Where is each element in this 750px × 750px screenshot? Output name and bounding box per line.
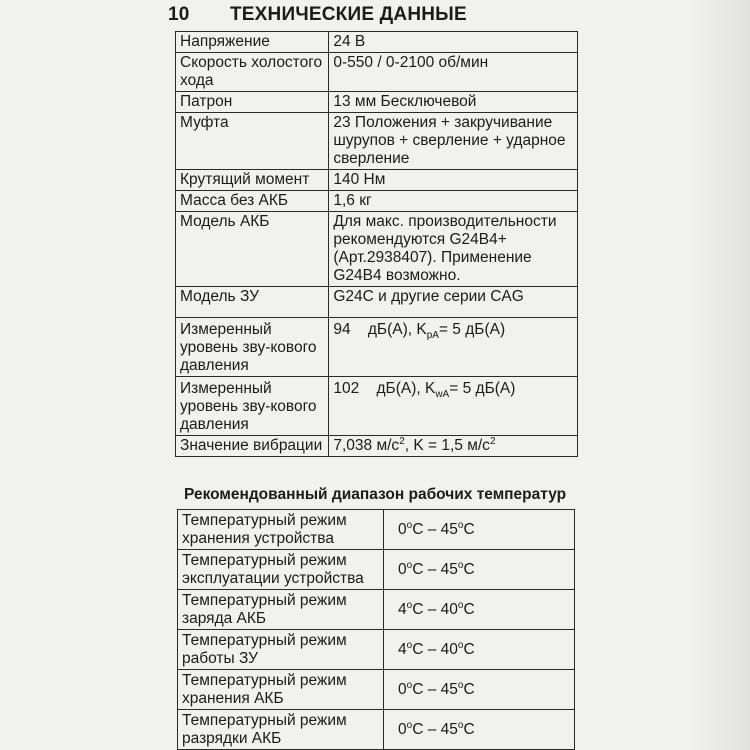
degree-unit: C	[463, 681, 475, 698]
temp-low: 0	[398, 681, 407, 698]
spec-value: 23 Положения + закручивание шурупов + сверление + ударное сверление	[329, 113, 578, 170]
degree-mark: o	[457, 639, 464, 651]
table-row	[178, 710, 575, 750]
table-row	[176, 92, 578, 113]
spec-table	[175, 31, 578, 457]
temp-key: Температурный режим хранения АКБ	[178, 670, 384, 710]
spec-value: 13 мм Бесключевой	[329, 92, 578, 113]
degree-mark: o	[406, 559, 413, 571]
superscript: 2	[489, 435, 496, 447]
spec-key: Напряжение	[176, 32, 329, 53]
spec-value: Для макс. производительности рекомендуются G24B4+ (Арт.2938407). Применение G24B4 возможно.	[329, 212, 578, 287]
degree-unit: C	[412, 641, 424, 658]
degree-mark: o	[457, 679, 464, 691]
spec-value-number: 94	[333, 321, 351, 338]
spec-value-subscript: pA	[426, 330, 439, 342]
range-sep: –	[423, 601, 441, 618]
table-row	[176, 113, 578, 170]
degree-mark: o	[457, 519, 464, 531]
spec-value-rest: = 5 дБ(А)	[449, 380, 516, 397]
spec-value: G24C и другие серии CAG	[329, 287, 578, 318]
degree-mark: o	[457, 559, 464, 571]
spec-value-a: 7,038 м/с	[333, 437, 400, 454]
range-sep: –	[423, 521, 441, 538]
section-heading	[168, 4, 467, 26]
range-sep: –	[423, 681, 441, 698]
table-row	[176, 191, 578, 212]
degree-mark: o	[406, 719, 413, 731]
spec-key: Скорость холостого хода	[176, 53, 329, 92]
temp-range	[384, 630, 575, 670]
temp-range	[384, 670, 575, 710]
spec-key: Модель ЗУ	[176, 287, 329, 318]
spec-value-number: 102	[333, 380, 360, 397]
temp-high: 45	[440, 721, 458, 738]
spec-value: 140 Нм	[329, 170, 578, 191]
degree-mark: o	[406, 639, 413, 651]
spec-value	[329, 377, 578, 436]
spec-value: 1,6 кг	[329, 191, 578, 212]
temp-key: Температурный режим работы ЗУ	[178, 630, 384, 670]
table-row	[176, 318, 578, 377]
degree-unit: C	[412, 561, 424, 578]
section-title: ТЕХНИЧЕСКИЕ ДАННЫЕ	[230, 4, 467, 25]
table-row	[178, 510, 575, 550]
temp-low: 4	[398, 641, 407, 658]
table-row	[178, 590, 575, 630]
section-number: 10	[168, 4, 190, 25]
table-row	[176, 32, 578, 53]
spec-value-rest: = 5 дБ(А)	[438, 321, 506, 338]
temp-high: 45	[440, 681, 458, 698]
temp-low: 0	[398, 521, 407, 538]
degree-unit: C	[463, 561, 475, 578]
degree-unit: C	[412, 721, 424, 738]
table-row	[178, 670, 575, 710]
temp-range	[384, 590, 575, 630]
degree-unit: C	[412, 681, 424, 698]
table-row	[176, 287, 578, 318]
degree-mark: o	[406, 599, 413, 611]
temp-low: 0	[398, 721, 407, 738]
superscript: 2	[399, 435, 405, 447]
table-row	[178, 550, 575, 590]
spec-key: Крутящий момент	[176, 170, 329, 191]
table-row	[176, 377, 578, 436]
range-sep: –	[423, 721, 441, 738]
table-row	[176, 212, 578, 287]
table-row	[176, 53, 578, 92]
table-row	[176, 170, 578, 191]
temps-title: Рекомендованный диапазон рабочих температур	[184, 486, 567, 503]
spec-value-subscript: wA	[435, 389, 450, 401]
table-row	[176, 436, 578, 457]
spec-value-unit: дБ(А), K	[376, 380, 436, 397]
range-sep: –	[423, 641, 441, 658]
spec-key: Измеренный уровень зву-кового давления	[176, 377, 329, 436]
spec-value-unit: дБ(А), K	[367, 321, 427, 338]
spec-key: Модель АКБ	[176, 212, 329, 287]
spec-value: 0-550 / 0-2100 об/мин	[329, 53, 578, 92]
temp-range	[384, 550, 575, 590]
temp-key: Температурный режим разрядки АКБ	[178, 710, 384, 750]
spec-key: Патрон	[176, 92, 329, 113]
temp-low: 4	[398, 601, 407, 618]
degree-mark: o	[457, 719, 464, 731]
spec-key: Муфта	[176, 113, 329, 170]
spec-key: Значение вибрации	[176, 436, 329, 457]
degree-mark: o	[406, 519, 413, 531]
temp-range	[384, 510, 575, 550]
degree-unit: C	[463, 641, 475, 658]
temp-high: 40	[440, 641, 458, 658]
temp-low: 0	[398, 561, 407, 578]
degree-mark: o	[406, 679, 413, 691]
degree-unit: C	[463, 721, 475, 738]
spec-key: Масса без АКБ	[176, 191, 329, 212]
table-row	[178, 630, 575, 670]
degree-mark: o	[457, 599, 464, 611]
spec-value: 24 В	[329, 32, 578, 53]
spec-value	[329, 318, 578, 377]
degree-unit: C	[463, 601, 475, 618]
temp-key: Температурный режим заряда АКБ	[178, 590, 384, 630]
degree-unit: C	[463, 521, 475, 538]
spec-value	[329, 436, 578, 457]
temp-range	[384, 710, 575, 750]
spec-value-b: , K = 1,5 м/с	[404, 437, 490, 454]
temp-high: 45	[440, 561, 458, 578]
spec-key: Измеренный уровень зву-кового давления	[176, 318, 329, 377]
temp-key: Температурный режим эксплуатации устройства	[178, 550, 384, 590]
degree-unit: C	[412, 521, 424, 538]
degree-unit: C	[412, 601, 424, 618]
page-edge-shadow	[690, 0, 750, 750]
temperature-table	[177, 509, 575, 750]
temp-key: Температурный режим хранения устройства	[178, 510, 384, 550]
temp-high: 45	[440, 521, 458, 538]
temp-high: 40	[440, 601, 458, 618]
range-sep: –	[423, 561, 441, 578]
